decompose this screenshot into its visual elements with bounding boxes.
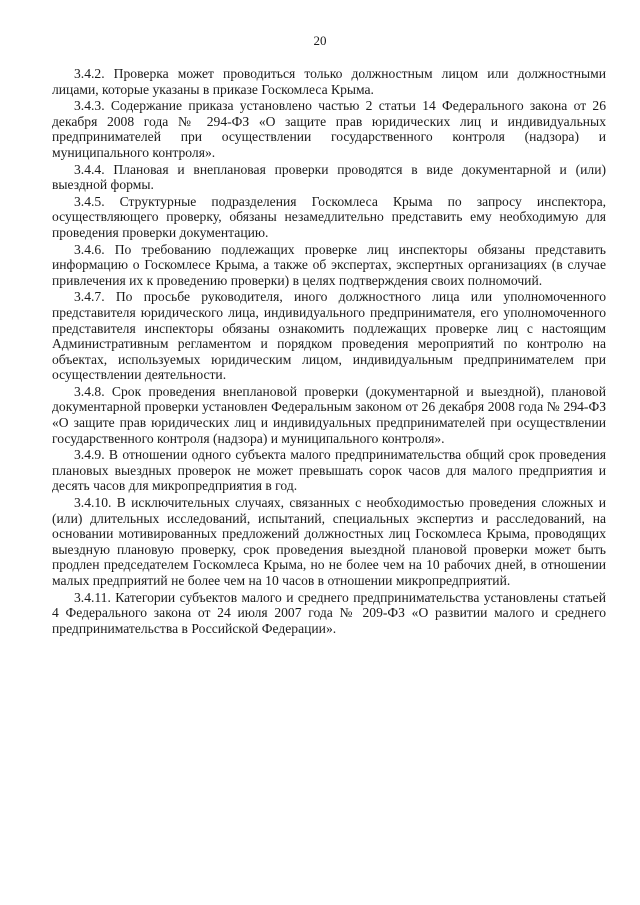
paragraph-3-4-3: 3.4.3. Содержание приказа установлено частью 2 статьи 14 Федерального закона от 26 декабря 2008 года № 294-ФЗ «О защите прав юридических лиц и индивидуальных предпринимателей при осуществлении государственного контроля (надзора) и муниципального контроля».	[52, 98, 606, 160]
paragraph-3-4-5: 3.4.5. Структурные подразделения Госкомлеса Крыма по запросу инспектора, осуществляющего проверку, обязаны незамедлительно представить ему необходимую для проведения проверки документацию.	[52, 193, 606, 240]
paragraph-3-4-2: 3.4.2. Проверка может проводиться только должностным лицом или должностными лицами, которые указаны в приказе Госкомлеса Крыма.	[52, 66, 606, 97]
paragraph-3-4-4: 3.4.4. Плановая и внеплановая проверки проводятся в виде документарной и (или) выездной формы.	[52, 161, 606, 193]
paragraph-3-4-11: 3.4.11. Категории субъектов малого и среднего предпринимательства установлены статьей 4 Федерального закона от 24 июля 2007 года № 209-ФЗ «О развитии малого и среднего предпринимательства в Российской Федерации».	[52, 589, 606, 636]
page-number: 20	[313, 33, 327, 48]
document-body	[52, 66, 606, 636]
paragraph-3-4-8: 3.4.8. Срок проведения внеплановой проверки (документарной и выездной), плановой документарной проверки установлен Федеральным законом от 26 декабря 2008 года № 294-ФЗ «О защите прав юридических лиц и индивидуальных предпринимателей при осуществлении государственного контроля (надзора) и муниципального контроля».	[52, 383, 606, 446]
paragraph-3-4-9: 3.4.9. В отношении одного субъекта малого предпринимательства общий срок проведения плановых выездных проверок не может превышать сорок часов для малого предприятия и десять часов для микропредприятия в год.	[52, 447, 606, 494]
paragraph-3-4-7: 3.4.7. По просьбе руководителя, иного должностного лица или уполномоченного представителя юридического лица, индивидуального предпринимателя, его уполномоченного представителя инспекторы обязаны ознакомить подлежащих проверке лиц с настоящим Административным регламентом и порядком проведения мероприятий по контролю на объектах, используемых юридическим лицом, индивидуальным предпринимателем при осуществлении деятельности.	[52, 289, 606, 383]
paragraph-3-4-6: 3.4.6. По требованию подлежащих проверке лиц инспекторы обязаны представить информацию о Госкомлесе Крыма, а также об экспертах, экспертных организациях (в случае привлечения их к проведению проверки) в целях подтверждения своих полномочий.	[52, 241, 606, 288]
paragraph-3-4-10: 3.4.10. В исключительных случаях, связанных с необходимостью проведения сложных и (или) длительных исследований, испытаний, специальных экспертиз и расследований, на основании мотивированных предложений должностных лиц Госкомлеса Крыма, проводящих выездную плановую проверку, срок проведения выездной плановой проверки может быть продлен председателем Госкомлеса Крыма, но не более чем на 10 рабочих дней, в отношении малых предприятий не более чем на 10 часов в отношении микропредприятий.	[52, 495, 606, 588]
